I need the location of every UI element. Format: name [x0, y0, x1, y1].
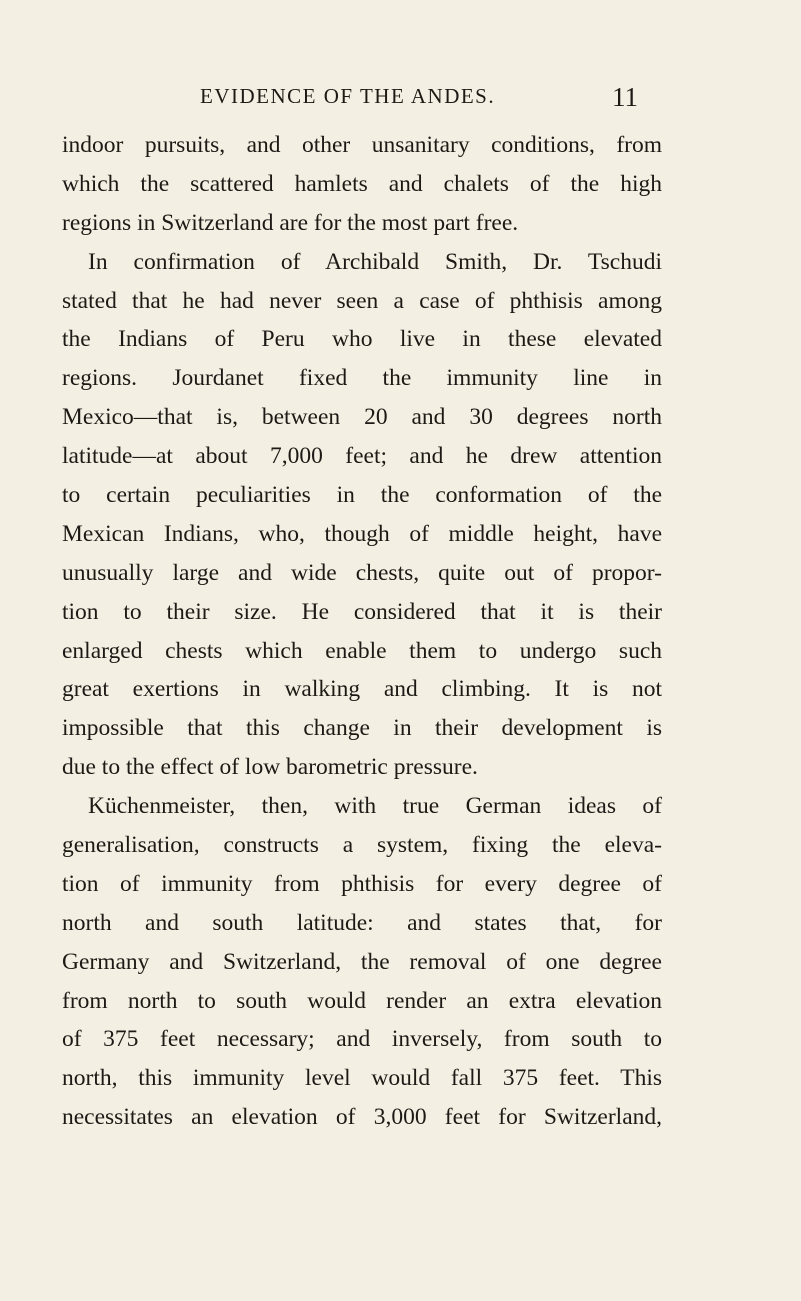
text-line: tion of immunity from phthisis for every degree of	[62, 870, 662, 897]
text-line: stated that he had never seen a case of phthisis among	[62, 287, 662, 314]
text-line: to certain peculiarities in the conformation of the	[62, 482, 662, 509]
text-line: necessitates an elevation of 3,000 feet for Switzerland,	[62, 1104, 662, 1131]
text-line: enlarged chests which enable them to undergo such	[62, 637, 662, 664]
text-line: Küchenmeister, then, with true German ideas of	[88, 793, 662, 820]
text-line: the Indians of Peru who live in these elevated	[62, 326, 662, 353]
page-number: 11	[612, 82, 638, 112]
text-line: regions. Jourdanet fixed the immunity line in	[62, 365, 662, 392]
page-header	[0, 82, 801, 116]
text-line: north, this immunity level would fall 375 feet. This	[62, 1065, 662, 1092]
text-line: Mexican Indians, who, though of middle height, have	[62, 520, 662, 547]
text-line: impossible that this change in their development is	[62, 715, 662, 742]
text-line: In confirmation of Archibald Smith, Dr. Tschudi	[88, 248, 662, 275]
text-line: Mexico—that is, between 20 and 30 degrees north	[62, 404, 662, 431]
body-text	[62, 126, 662, 1137]
text-line: of 375 feet necessary; and inversely, from south to	[62, 1026, 662, 1053]
text-line: from north to south would render an extra elevation	[62, 987, 662, 1014]
text-line: tion to their size. He considered that it is their	[62, 598, 662, 625]
running-head: EVIDENCE OF THE ANDES.	[200, 84, 496, 108]
text-line: great exertions in walking and climbing. It is not	[62, 676, 662, 703]
text-line: which the scattered hamlets and chalets of the high	[62, 170, 662, 197]
text-line: due to the effect of low barometric pressure.	[62, 754, 478, 781]
text-line: unusually large and wide chests, quite out of propor-	[62, 559, 662, 586]
text-line: generalisation, constructs a system, fixing the eleva-	[62, 832, 662, 859]
text-line: regions in Switzerland are for the most part free.	[62, 209, 519, 236]
text-line: Germany and Switzerland, the removal of one degree	[62, 948, 662, 975]
text-line: north and south latitude: and states that, for	[62, 909, 662, 936]
text-line: indoor pursuits, and other unsanitary conditions, from	[62, 132, 662, 158]
text-line: latitude—at about 7,000 feet; and he drew attention	[62, 443, 662, 470]
